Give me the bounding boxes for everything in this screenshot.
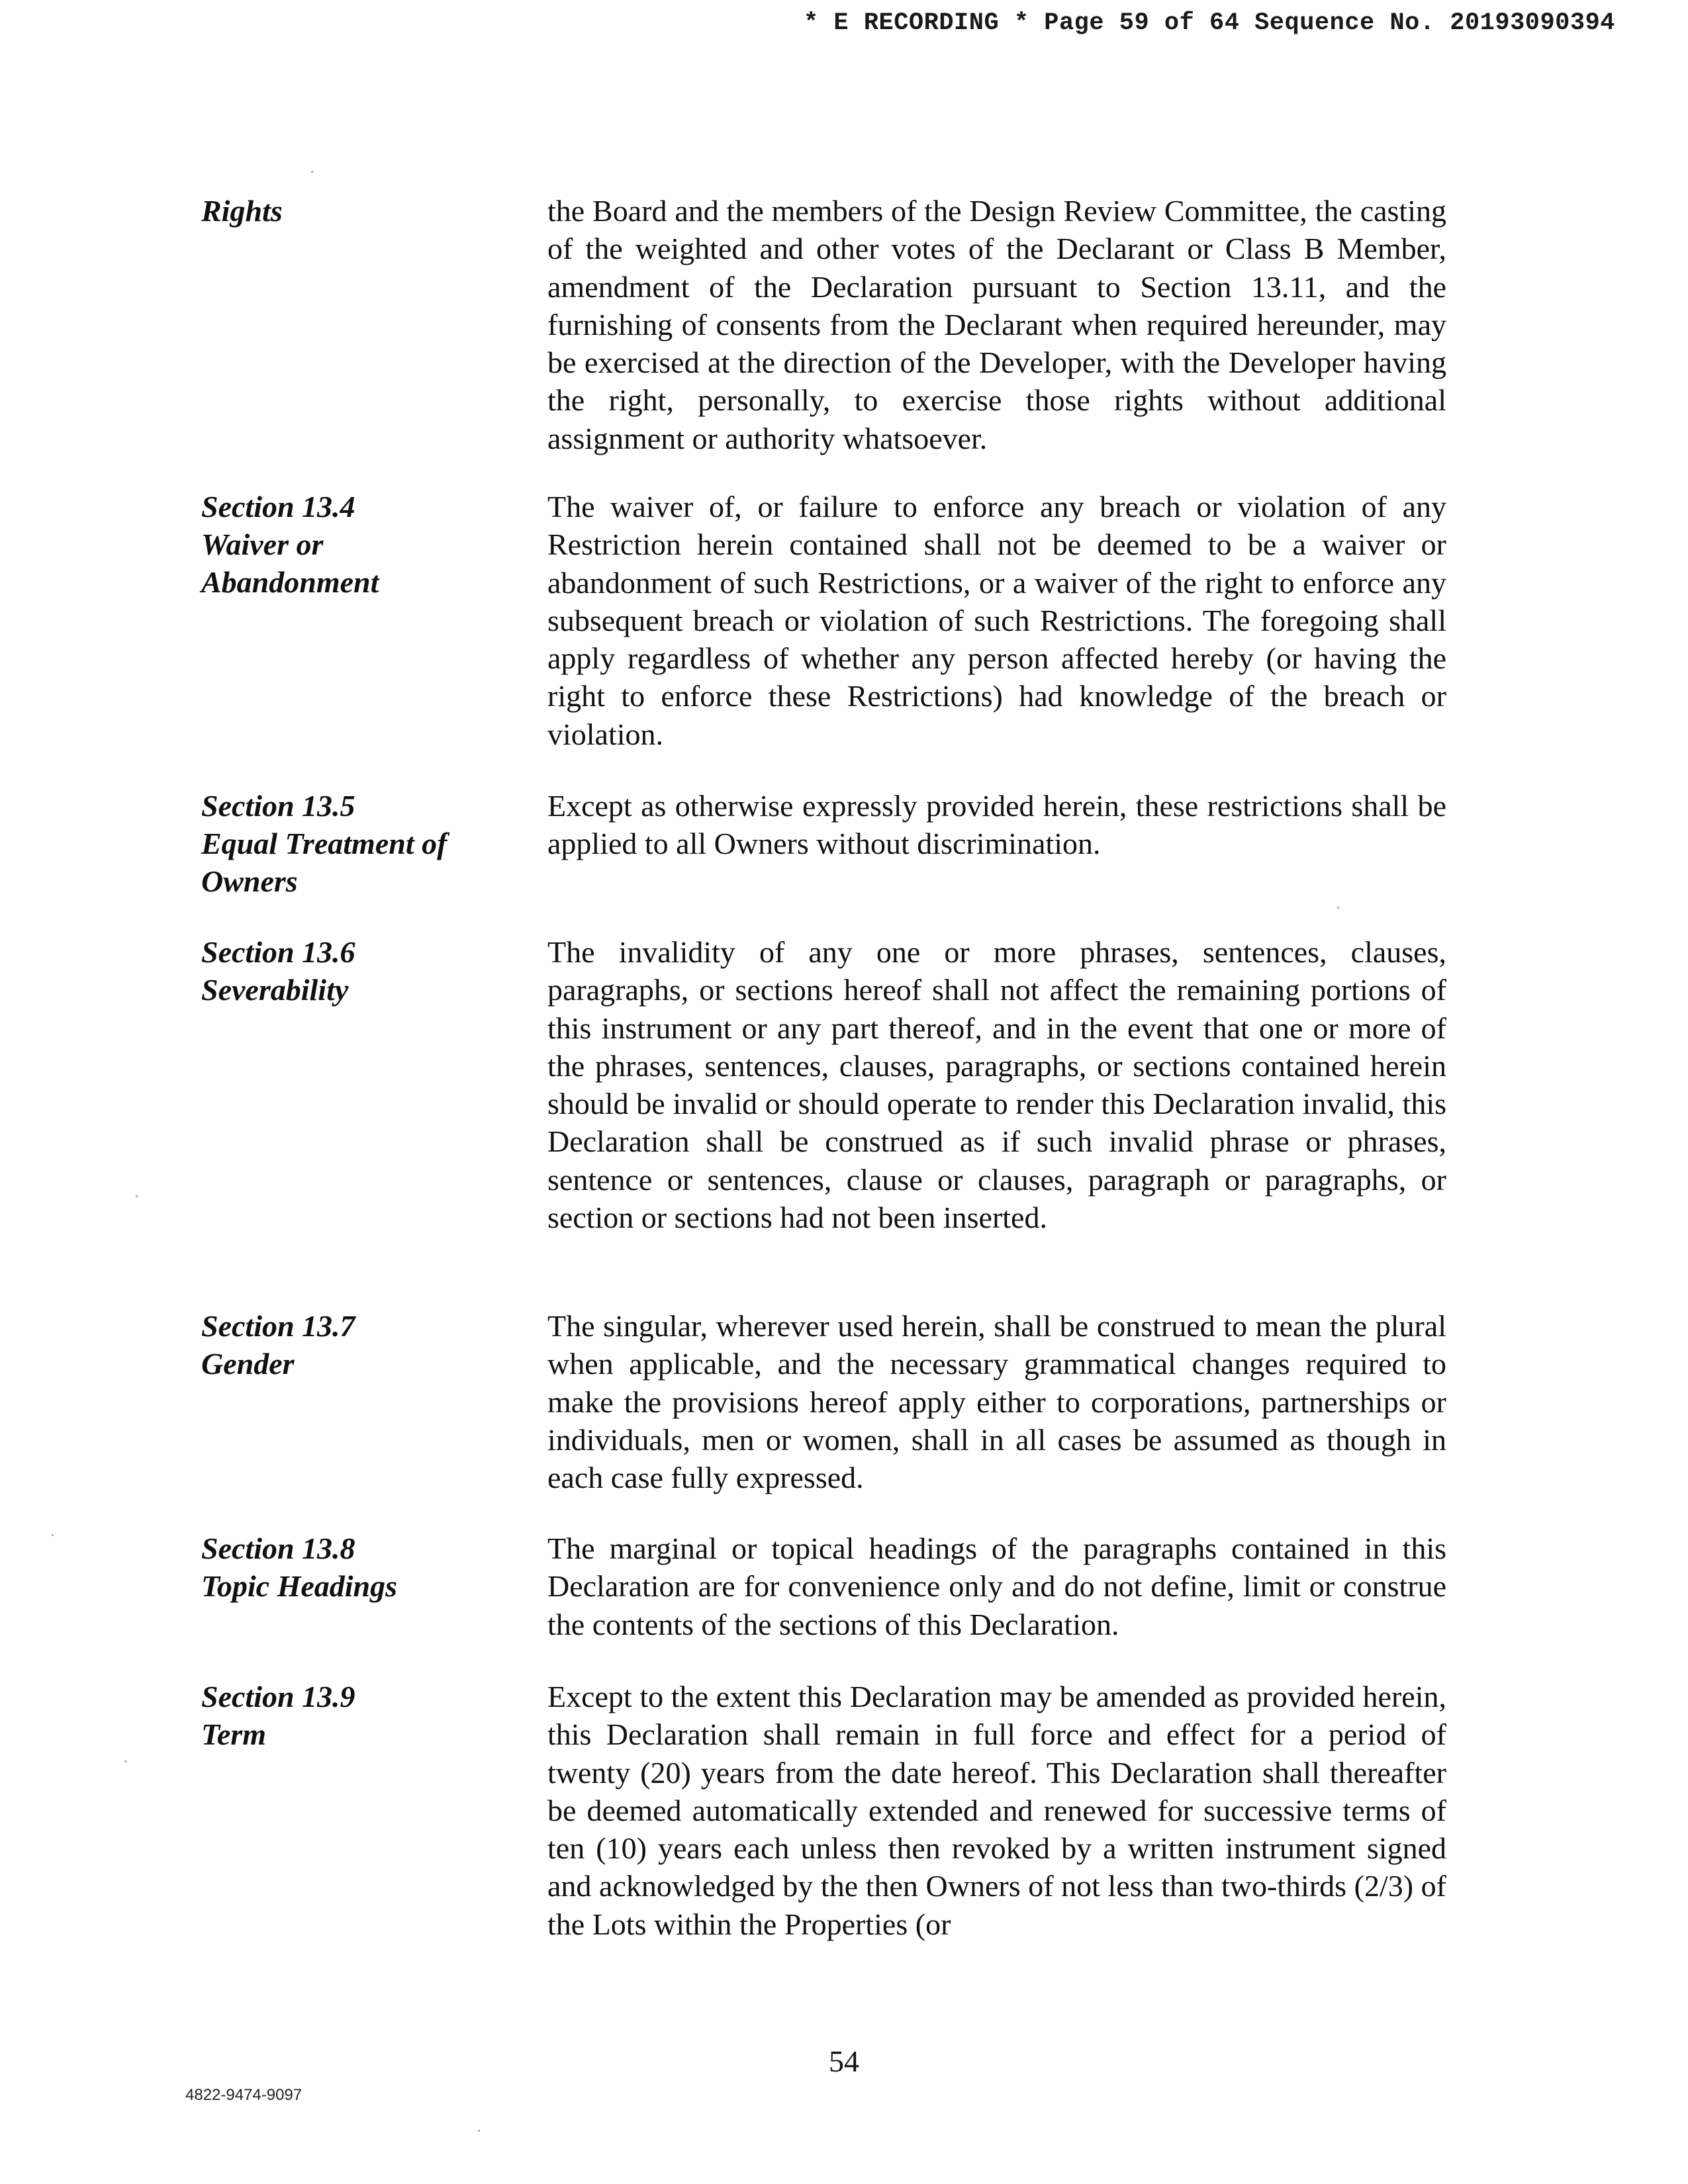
section-body: The singular, wherever used herein, shall be construed to mean the plural when applicable, and the necessary grammatical changes required to make the provisions hereof apply either to corporations, partnerships or individuals, men or women, shall in all cases be assumed as though in each case fully expressed. (547, 1309, 1446, 1495)
section-body: the Board and the members of the Design Review Committee, the casting of the weighted and other votes of the Declarant or Class B Member, amendment of the Declaration pursuant to Section 13.11, and the furnishing of consents from the Declarant when required hereunder, may be exercised at the direction of the Developer, with the Developer having the right, personally, to exercise those rights without additional assignment or authority whatsoever. (547, 194, 1446, 455)
section-heading (201, 1678, 519, 1753)
section-heading (201, 192, 519, 230)
section-heading (201, 1529, 519, 1605)
section-body: The waiver of, or failure to enforce any breach or violation of any Restriction herein contained shall not be deemed to be a waiver or abandonment of such Restrictions, or a waiver of the right to enforce any subsequent breach or violation of such Restrictions. The foregoing shall apply regardless of whether any person affected hereby (or having the right to enforce these Restrictions) had knowledge of the breach or violation. (547, 490, 1446, 751)
heading-line: Gender (201, 1347, 295, 1381)
recording-stamp: * E RECORDING * Page 59 of 64 Sequence No. 20193090394 (804, 9, 1615, 37)
heading-line: Section 13.9 (201, 1680, 355, 1713)
section-body: The marginal or topical headings of the paragraphs contained in this Declaration are for convenience only and do not define, limit or construe the contents of the sections of this Declaration. (547, 1531, 1446, 1641)
section-body: The invalidity of any one or more phrases, sentences, clauses, paragraphs, or sections hereof shall not affect the remaining portions of this instrument or any part thereof, and in the event that one or more of the phrases, sentences, clauses, paragraphs, or sections contained herein should be invalid or should operate to render this Declaration invalid, this Declaration shall be construed as if such invalid phrase or phrases, sentence or sentences, clause or clauses, paragraph or paragraphs, or section or sections had not been inserted. (547, 935, 1446, 1235)
scan-speck (124, 1760, 126, 1762)
heading-line: Section 13.8 (201, 1531, 355, 1565)
section-heading (201, 787, 519, 900)
scan-speck (52, 1534, 54, 1536)
scan-speck (1337, 907, 1339, 909)
heading-line: Abandonment (201, 565, 379, 599)
heading-line: Section 13.6 (201, 935, 355, 969)
heading-line: Section 13.7 (201, 1309, 355, 1343)
scan-speck (478, 2130, 480, 2132)
section-heading (201, 488, 519, 601)
heading-line: Section 13.4 (201, 490, 355, 523)
section-heading (201, 933, 519, 1009)
page-number: 54 (829, 2044, 859, 2078)
heading-line: Rights (201, 194, 283, 228)
heading-line: Topic Headings (201, 1569, 398, 1603)
scan-speck (311, 171, 313, 173)
heading-line: Severability (201, 973, 349, 1007)
heading-line: Waiver or (201, 527, 324, 561)
section-body: Except as otherwise expressly provided herein, these restrictions shall be applied to all Owners without discrimination. (547, 789, 1446, 861)
document-id: 4822-9474-9097 (185, 2086, 303, 2104)
heading-line: Section 13.5 (201, 789, 355, 823)
heading-line: Owners (201, 864, 298, 898)
scan-speck (136, 1195, 138, 1197)
heading-line: Equal Treatment of (201, 827, 447, 860)
section-heading (201, 1307, 519, 1383)
section-body: Except to the extent this Declaration may be amended as provided herein, this Declaration shall remain in full force and effect for a period of twenty (20) years from the date hereof. This Declaration shall thereafter be deemed automatically extended and renewed for successive terms of ten (10) years each unless then revoked by a written instrument signed and acknowledged by the then Owners of not less than two-thirds (2/3) of the Lots within the Properties (or (547, 1680, 1446, 1941)
heading-line: Term (201, 1717, 266, 1751)
